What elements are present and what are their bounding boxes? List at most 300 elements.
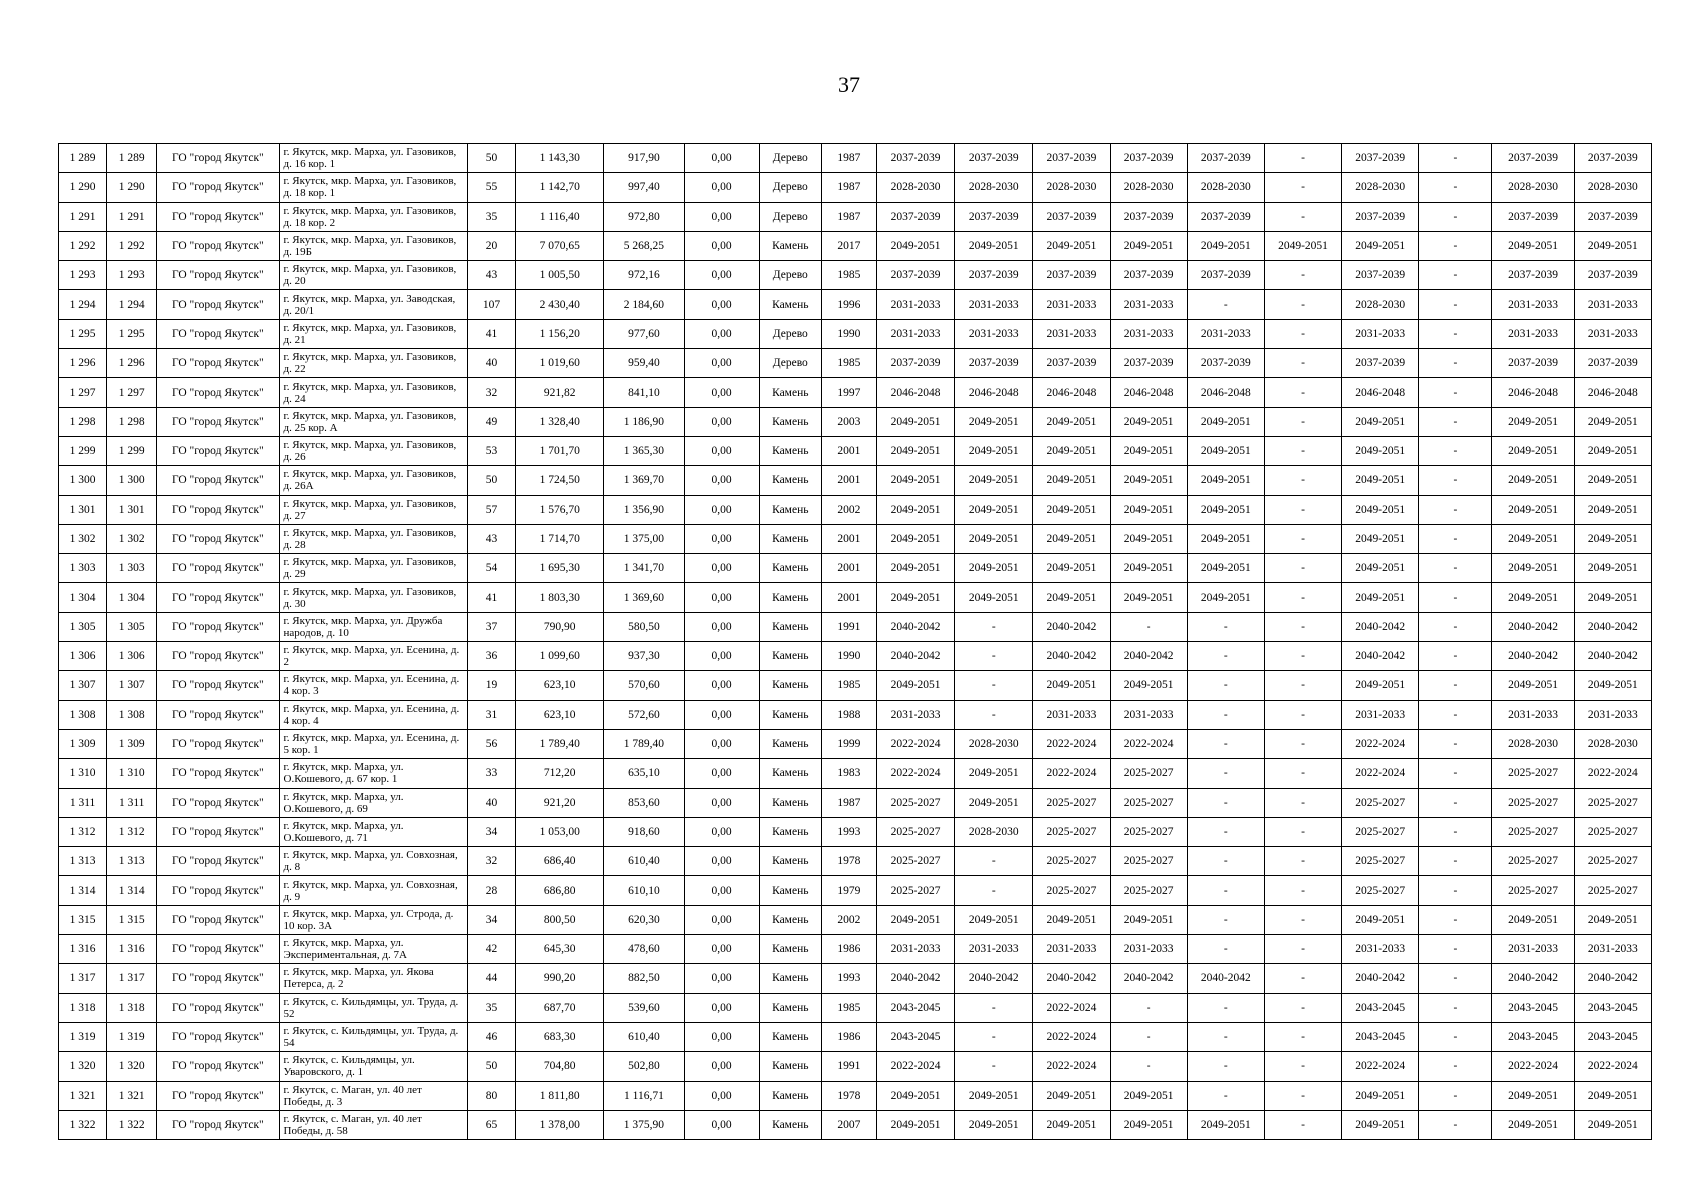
table-cell: 0,00 <box>684 495 759 524</box>
table-cell: - <box>1419 729 1492 758</box>
table-cell: 0,00 <box>684 349 759 378</box>
table-cell: 40 <box>468 788 516 817</box>
address-cell: г. Якутск, мкр. Марха, ул. Экспериментальная, д. 7А <box>279 935 467 964</box>
table-cell: 2040-2042 <box>1492 612 1574 641</box>
table-cell: 1991 <box>821 1052 876 1081</box>
table-cell: 2046-2048 <box>1342 378 1419 407</box>
table-cell: 570,60 <box>604 671 684 700</box>
table-cell: 2046-2048 <box>1574 378 1651 407</box>
table-cell: 1 289 <box>59 144 107 173</box>
table-cell: - <box>1264 261 1341 290</box>
table-cell: - <box>1264 1081 1341 1110</box>
table-cell: 2046-2048 <box>955 378 1033 407</box>
table-cell: 1979 <box>821 876 876 905</box>
table-cell: 2022-2024 <box>1033 759 1110 788</box>
table-cell: 1 803,30 <box>516 583 604 612</box>
address-cell: г. Якутск, мкр. Марха, ул. Газовиков, д. 22 <box>279 349 467 378</box>
table-cell: 2049-2051 <box>1492 231 1574 260</box>
table-cell: 5 268,25 <box>604 231 684 260</box>
table-cell: 2049-2051 <box>955 524 1033 553</box>
table-cell: 972,80 <box>604 202 684 231</box>
table-cell: 1 304 <box>107 583 157 612</box>
table-cell: - <box>1419 495 1492 524</box>
table-cell: Камень <box>759 378 821 407</box>
table-cell: 683,30 <box>516 1022 604 1051</box>
table-cell: 990,20 <box>516 964 604 993</box>
table-cell: 2025-2027 <box>1342 847 1419 876</box>
table-cell: 2043-2045 <box>1342 1022 1419 1051</box>
table-cell: 0,00 <box>684 964 759 993</box>
table-cell: 959,40 <box>604 349 684 378</box>
table-cell: 2025-2027 <box>1033 876 1110 905</box>
table-cell: 2040-2042 <box>1492 642 1574 671</box>
table-cell: 2037-2039 <box>1110 144 1187 173</box>
table-cell: ГО "город Якутск" <box>157 202 279 231</box>
table-cell: 1 322 <box>107 1110 157 1139</box>
table-cell: 1 315 <box>107 905 157 934</box>
table-cell: - <box>1187 847 1264 876</box>
table-cell: 0,00 <box>684 700 759 729</box>
table-cell: 2049-2051 <box>955 1110 1033 1139</box>
table-cell: 2031-2033 <box>1342 319 1419 348</box>
table-cell: - <box>1419 612 1492 641</box>
table-cell: - <box>955 876 1033 905</box>
table-cell: 2040-2042 <box>1033 612 1110 641</box>
table-cell: 2025-2027 <box>1110 759 1187 788</box>
table-cell: 1 302 <box>107 524 157 553</box>
table-row <box>59 349 1652 378</box>
table-row <box>59 817 1652 846</box>
table-cell: Камень <box>759 1081 821 1110</box>
table-cell: Камень <box>759 759 821 788</box>
table-cell: 0,00 <box>684 202 759 231</box>
table-cell: 0,00 <box>684 524 759 553</box>
table-cell: - <box>1110 1052 1187 1081</box>
table-cell: - <box>1264 349 1341 378</box>
table-cell: 2046-2048 <box>1187 378 1264 407</box>
table-cell: - <box>1419 1081 1492 1110</box>
table-cell: 2049-2051 <box>1033 671 1110 700</box>
table-cell: 2040-2042 <box>876 612 954 641</box>
table-cell: ГО "город Якутск" <box>157 759 279 788</box>
table-cell: 50 <box>468 1052 516 1081</box>
table-cell: 1990 <box>821 319 876 348</box>
table-cell: 2031-2033 <box>1492 319 1574 348</box>
table-row <box>59 173 1652 202</box>
table-cell: 2037-2039 <box>1342 349 1419 378</box>
table-cell: - <box>1187 817 1264 846</box>
table-cell: - <box>1187 1081 1264 1110</box>
table-cell: 1987 <box>821 788 876 817</box>
table-cell: 2049-2051 <box>1110 1110 1187 1139</box>
table-cell: 686,80 <box>516 876 604 905</box>
table-cell: Камень <box>759 612 821 641</box>
table-cell: - <box>1264 671 1341 700</box>
table-cell: - <box>1264 847 1341 876</box>
table-cell: 1978 <box>821 1081 876 1110</box>
table-cell: 1 300 <box>107 466 157 495</box>
table-cell: 2049-2051 <box>1187 436 1264 465</box>
table-cell: ГО "город Якутск" <box>157 612 279 641</box>
table-cell: 1 318 <box>107 993 157 1022</box>
table-cell: - <box>1419 319 1492 348</box>
table-cell: 2031-2033 <box>1342 700 1419 729</box>
table-cell: 2037-2039 <box>1574 144 1651 173</box>
table-cell: 2031-2033 <box>1574 700 1651 729</box>
table-cell: 2049-2051 <box>955 407 1033 436</box>
table-cell: 2031-2033 <box>1574 935 1651 964</box>
table-cell: 1 695,30 <box>516 554 604 583</box>
table-cell: 1 289 <box>107 144 157 173</box>
table-cell: Камень <box>759 436 821 465</box>
table-cell: 1 297 <box>107 378 157 407</box>
table-cell: ГО "город Якутск" <box>157 407 279 436</box>
table-cell: - <box>1419 466 1492 495</box>
table-cell: - <box>1264 817 1341 846</box>
table-cell: - <box>1264 964 1341 993</box>
table-cell: 2049-2051 <box>1492 407 1574 436</box>
table-cell: 2037-2039 <box>955 144 1033 173</box>
table-cell: Дерево <box>759 349 821 378</box>
table-row <box>59 290 1652 319</box>
table-cell: - <box>1187 935 1264 964</box>
table-cell: 28 <box>468 876 516 905</box>
table-cell: 49 <box>468 407 516 436</box>
table-cell: - <box>1264 1110 1341 1139</box>
table-cell: 2049-2051 <box>1574 466 1651 495</box>
address-cell: г. Якутск, мкр. Марха, ул. Есенина, д. 4 кор. 4 <box>279 700 467 729</box>
table-cell: 712,20 <box>516 759 604 788</box>
table-cell: 2049-2051 <box>1033 436 1110 465</box>
table-cell: 2022-2024 <box>1574 1052 1651 1081</box>
table-cell: 0,00 <box>684 144 759 173</box>
table-cell: 2040-2042 <box>1033 642 1110 671</box>
table-cell: 1 316 <box>59 935 107 964</box>
table-row <box>59 671 1652 700</box>
table-cell: 41 <box>468 319 516 348</box>
table-cell: 1 576,70 <box>516 495 604 524</box>
table-cell: 2049-2051 <box>1187 554 1264 583</box>
table-cell: 2007 <box>821 1110 876 1139</box>
table-cell: 1 312 <box>107 817 157 846</box>
table-cell: 2049-2051 <box>1574 436 1651 465</box>
address-cell: г. Якутск, мкр. Марха, ул. О.Кошевого, д. 69 <box>279 788 467 817</box>
table-cell: 620,30 <box>604 905 684 934</box>
table-row <box>59 554 1652 583</box>
table-cell: 1 304 <box>59 583 107 612</box>
table-cell: 1987 <box>821 173 876 202</box>
table-cell: 1 291 <box>107 202 157 231</box>
table-cell: ГО "город Якутск" <box>157 788 279 817</box>
table-cell: 53 <box>468 436 516 465</box>
table-cell: 1985 <box>821 261 876 290</box>
table-cell: 0,00 <box>684 466 759 495</box>
table-cell: 2046-2048 <box>876 378 954 407</box>
table-cell: 2028-2030 <box>1342 173 1419 202</box>
table-cell: 2028-2030 <box>1033 173 1110 202</box>
table-cell: 1 309 <box>107 729 157 758</box>
table-cell: Камень <box>759 964 821 993</box>
table-cell: 2025-2027 <box>1110 788 1187 817</box>
address-cell: г. Якутск, мкр. Марха, ул. Дружба народов, д. 10 <box>279 612 467 641</box>
table-cell: 610,10 <box>604 876 684 905</box>
table-cell: 2046-2048 <box>1110 378 1187 407</box>
table-cell: 2022-2024 <box>1110 729 1187 758</box>
table-cell: ГО "город Якутск" <box>157 1110 279 1139</box>
table-cell: 1990 <box>821 642 876 671</box>
table-cell: 2049-2051 <box>1110 466 1187 495</box>
table-cell: 2049-2051 <box>1492 495 1574 524</box>
table-cell: Камень <box>759 788 821 817</box>
table-cell: - <box>1419 202 1492 231</box>
table-cell: - <box>1110 993 1187 1022</box>
table-cell: - <box>1110 1022 1187 1051</box>
table-cell: Камень <box>759 407 821 436</box>
table-row <box>59 729 1652 758</box>
table-cell: - <box>1419 231 1492 260</box>
table-cell: ГО "город Якутск" <box>157 466 279 495</box>
table-cell: Дерево <box>759 173 821 202</box>
table-cell: 2043-2045 <box>876 1022 954 1051</box>
table-cell: Камень <box>759 466 821 495</box>
table-cell: ГО "город Якутск" <box>157 1022 279 1051</box>
table-cell: 1 319 <box>59 1022 107 1051</box>
table-cell: 1 143,30 <box>516 144 604 173</box>
table-cell: 33 <box>468 759 516 788</box>
table-cell: - <box>1187 1022 1264 1051</box>
table-cell: 2049-2051 <box>955 788 1033 817</box>
table-cell: 1 365,30 <box>604 436 684 465</box>
table-cell: 2049-2051 <box>876 583 954 612</box>
table-cell: 1 307 <box>107 671 157 700</box>
table-cell: 65 <box>468 1110 516 1139</box>
table-cell: 2031-2033 <box>1033 290 1110 319</box>
table-cell: - <box>1419 173 1492 202</box>
table-cell: 0,00 <box>684 407 759 436</box>
table-cell: 2049-2051 <box>876 1110 954 1139</box>
table-cell: 0,00 <box>684 788 759 817</box>
table-cell: - <box>1419 378 1492 407</box>
table-cell: ГО "город Якутск" <box>157 700 279 729</box>
address-cell: г. Якутск, мкр. Марха, ул. Газовиков, д. 21 <box>279 319 467 348</box>
table-cell: 1 307 <box>59 671 107 700</box>
table-cell: 19 <box>468 671 516 700</box>
table-cell: - <box>1419 349 1492 378</box>
table-cell: 1 306 <box>107 642 157 671</box>
table-cell: ГО "город Якутск" <box>157 290 279 319</box>
table-cell: - <box>1419 261 1492 290</box>
table-cell: - <box>1264 642 1341 671</box>
table-cell: - <box>1264 612 1341 641</box>
table-cell: 0,00 <box>684 261 759 290</box>
table-cell: 2049-2051 <box>955 1081 1033 1110</box>
table-cell: 2049-2051 <box>1110 495 1187 524</box>
address-cell: г. Якутск, мкр. Марха, ул. Газовиков, д. 27 <box>279 495 467 524</box>
address-cell: г. Якутск, мкр. Марха, ул. Якова Петерса, д. 2 <box>279 964 467 993</box>
table-cell: 2049-2051 <box>1342 495 1419 524</box>
table-cell: 2037-2039 <box>1574 349 1651 378</box>
table-cell: - <box>1419 905 1492 934</box>
table-cell: 997,40 <box>604 173 684 202</box>
table-cell: - <box>1419 935 1492 964</box>
table-cell: 2025-2027 <box>1574 847 1651 876</box>
table-cell: - <box>1264 1052 1341 1081</box>
table-cell: 1 321 <box>59 1081 107 1110</box>
table-cell: ГО "город Якутск" <box>157 436 279 465</box>
table-cell: - <box>1264 173 1341 202</box>
table-cell: 2037-2039 <box>1110 202 1187 231</box>
table-cell: 0,00 <box>684 1052 759 1081</box>
table-cell: Камень <box>759 583 821 612</box>
table-cell: 623,10 <box>516 671 604 700</box>
table-cell: 34 <box>468 817 516 846</box>
table-cell: - <box>1264 202 1341 231</box>
table-cell: - <box>1187 671 1264 700</box>
table-cell: 972,16 <box>604 261 684 290</box>
table-cell: ГО "город Якутск" <box>157 1081 279 1110</box>
table-cell: 2037-2039 <box>955 261 1033 290</box>
table-cell: ГО "город Якутск" <box>157 524 279 553</box>
table-cell: 0,00 <box>684 642 759 671</box>
table-cell: 1997 <box>821 378 876 407</box>
table-cell: 2049-2051 <box>876 671 954 700</box>
table-cell: 2028-2030 <box>1187 173 1264 202</box>
table-cell: 2040-2042 <box>1033 964 1110 993</box>
table-cell: 2043-2045 <box>1574 1022 1651 1051</box>
table-cell: 2049-2051 <box>1110 583 1187 612</box>
table-cell: 2037-2039 <box>876 202 954 231</box>
table-cell: 2025-2027 <box>1110 847 1187 876</box>
table-cell: 2049-2051 <box>1492 905 1574 934</box>
table-cell: 1 301 <box>107 495 157 524</box>
table-cell: 2049-2051 <box>1110 436 1187 465</box>
table-cell: 2037-2039 <box>1033 349 1110 378</box>
table-cell: 54 <box>468 554 516 583</box>
table-cell: 921,20 <box>516 788 604 817</box>
table-cell: 2049-2051 <box>1187 466 1264 495</box>
table-cell: 2037-2039 <box>1492 202 1574 231</box>
table-cell: - <box>1264 554 1341 583</box>
table-cell: 918,60 <box>604 817 684 846</box>
table-cell: - <box>1419 993 1492 1022</box>
table-cell: 42 <box>468 935 516 964</box>
address-cell: г. Якутск, с. Маган, ул. 40 лет Победы, д. 58 <box>279 1110 467 1139</box>
table-cell: - <box>1264 524 1341 553</box>
table-cell: 1 312 <box>59 817 107 846</box>
table-cell: ГО "город Якутск" <box>157 1052 279 1081</box>
table-row <box>59 378 1652 407</box>
table-cell: 0,00 <box>684 905 759 934</box>
table-cell: 1985 <box>821 671 876 700</box>
table-cell: Камень <box>759 993 821 1022</box>
table-cell: 40 <box>468 349 516 378</box>
table-cell: 1978 <box>821 847 876 876</box>
table-cell: ГО "город Якутск" <box>157 935 279 964</box>
table-row <box>59 847 1652 876</box>
table-cell: 0,00 <box>684 759 759 788</box>
table-cell: - <box>1264 1022 1341 1051</box>
table-cell: 2043-2045 <box>1492 993 1574 1022</box>
table-cell: 2037-2039 <box>1110 261 1187 290</box>
table-cell: 2028-2030 <box>1342 290 1419 319</box>
table-cell: 0,00 <box>684 436 759 465</box>
table-cell: 2037-2039 <box>955 202 1033 231</box>
table-cell: 0,00 <box>684 847 759 876</box>
table-cell: 1 308 <box>107 700 157 729</box>
table-cell: 1 311 <box>107 788 157 817</box>
table-cell: Дерево <box>759 319 821 348</box>
table-cell: 2040-2042 <box>876 964 954 993</box>
table-cell: 2037-2039 <box>876 144 954 173</box>
address-cell: г. Якутск, мкр. Марха, ул. Есенина, д. 5 кор. 1 <box>279 729 467 758</box>
table-cell: 43 <box>468 261 516 290</box>
table-cell: 2049-2051 <box>1342 554 1419 583</box>
table-cell: 686,40 <box>516 847 604 876</box>
table-row <box>59 1110 1652 1139</box>
table-cell: 2031-2033 <box>955 935 1033 964</box>
table-cell: 1 321 <box>107 1081 157 1110</box>
table-cell: 2022-2024 <box>1492 1052 1574 1081</box>
table-cell: 0,00 <box>684 290 759 319</box>
table-cell: 790,90 <box>516 612 604 641</box>
table-cell: 2049-2051 <box>1033 583 1110 612</box>
table-cell: 2001 <box>821 466 876 495</box>
table-cell: - <box>1187 1052 1264 1081</box>
table-cell: ГО "город Якутск" <box>157 847 279 876</box>
table-cell: 2049-2051 <box>955 554 1033 583</box>
table-cell: 2031-2033 <box>1187 319 1264 348</box>
table-cell: 1 369,60 <box>604 583 684 612</box>
table-cell: 2022-2024 <box>876 759 954 788</box>
table-cell: 1 294 <box>107 290 157 319</box>
table-cell: 37 <box>468 612 516 641</box>
table-cell: 580,50 <box>604 612 684 641</box>
table-cell: - <box>1264 436 1341 465</box>
table-cell: 2037-2039 <box>1187 261 1264 290</box>
table-cell: - <box>1419 847 1492 876</box>
table-cell: - <box>1264 935 1341 964</box>
table-cell: 2049-2051 <box>876 495 954 524</box>
table-cell: 2025-2027 <box>1342 788 1419 817</box>
table-row <box>59 261 1652 290</box>
table-cell: ГО "город Якутск" <box>157 378 279 407</box>
table-cell: 2049-2051 <box>1187 1110 1264 1139</box>
table-cell: 2037-2039 <box>1342 144 1419 173</box>
table-cell: 1 293 <box>59 261 107 290</box>
table-cell: 46 <box>468 1022 516 1051</box>
table-cell: 2037-2039 <box>1492 261 1574 290</box>
table-cell: 2025-2027 <box>1492 759 1574 788</box>
table-cell: 2049-2051 <box>1033 495 1110 524</box>
table-cell: 2043-2045 <box>1342 993 1419 1022</box>
table-cell: 2049-2051 <box>1033 231 1110 260</box>
table-cell: 1 317 <box>59 964 107 993</box>
table-cell: 2049-2051 <box>1187 231 1264 260</box>
table-cell: ГО "город Якутск" <box>157 144 279 173</box>
table-cell: 2037-2039 <box>1187 202 1264 231</box>
address-cell: г. Якутск, мкр. Марха, ул. Газовиков, д. 28 <box>279 524 467 553</box>
table-cell: - <box>955 1022 1033 1051</box>
address-cell: г. Якутск, мкр. Марха, ул. Совхозная, д. 8 <box>279 847 467 876</box>
table-cell: 2031-2033 <box>1342 935 1419 964</box>
table-cell: 2049-2051 <box>1574 554 1651 583</box>
table-cell: 2031-2033 <box>1492 935 1574 964</box>
table-cell: 2043-2045 <box>876 993 954 1022</box>
table-cell: Камень <box>759 817 821 846</box>
table-cell: 1 019,60 <box>516 349 604 378</box>
table-cell: Дерево <box>759 144 821 173</box>
table-cell: 1 302 <box>59 524 107 553</box>
